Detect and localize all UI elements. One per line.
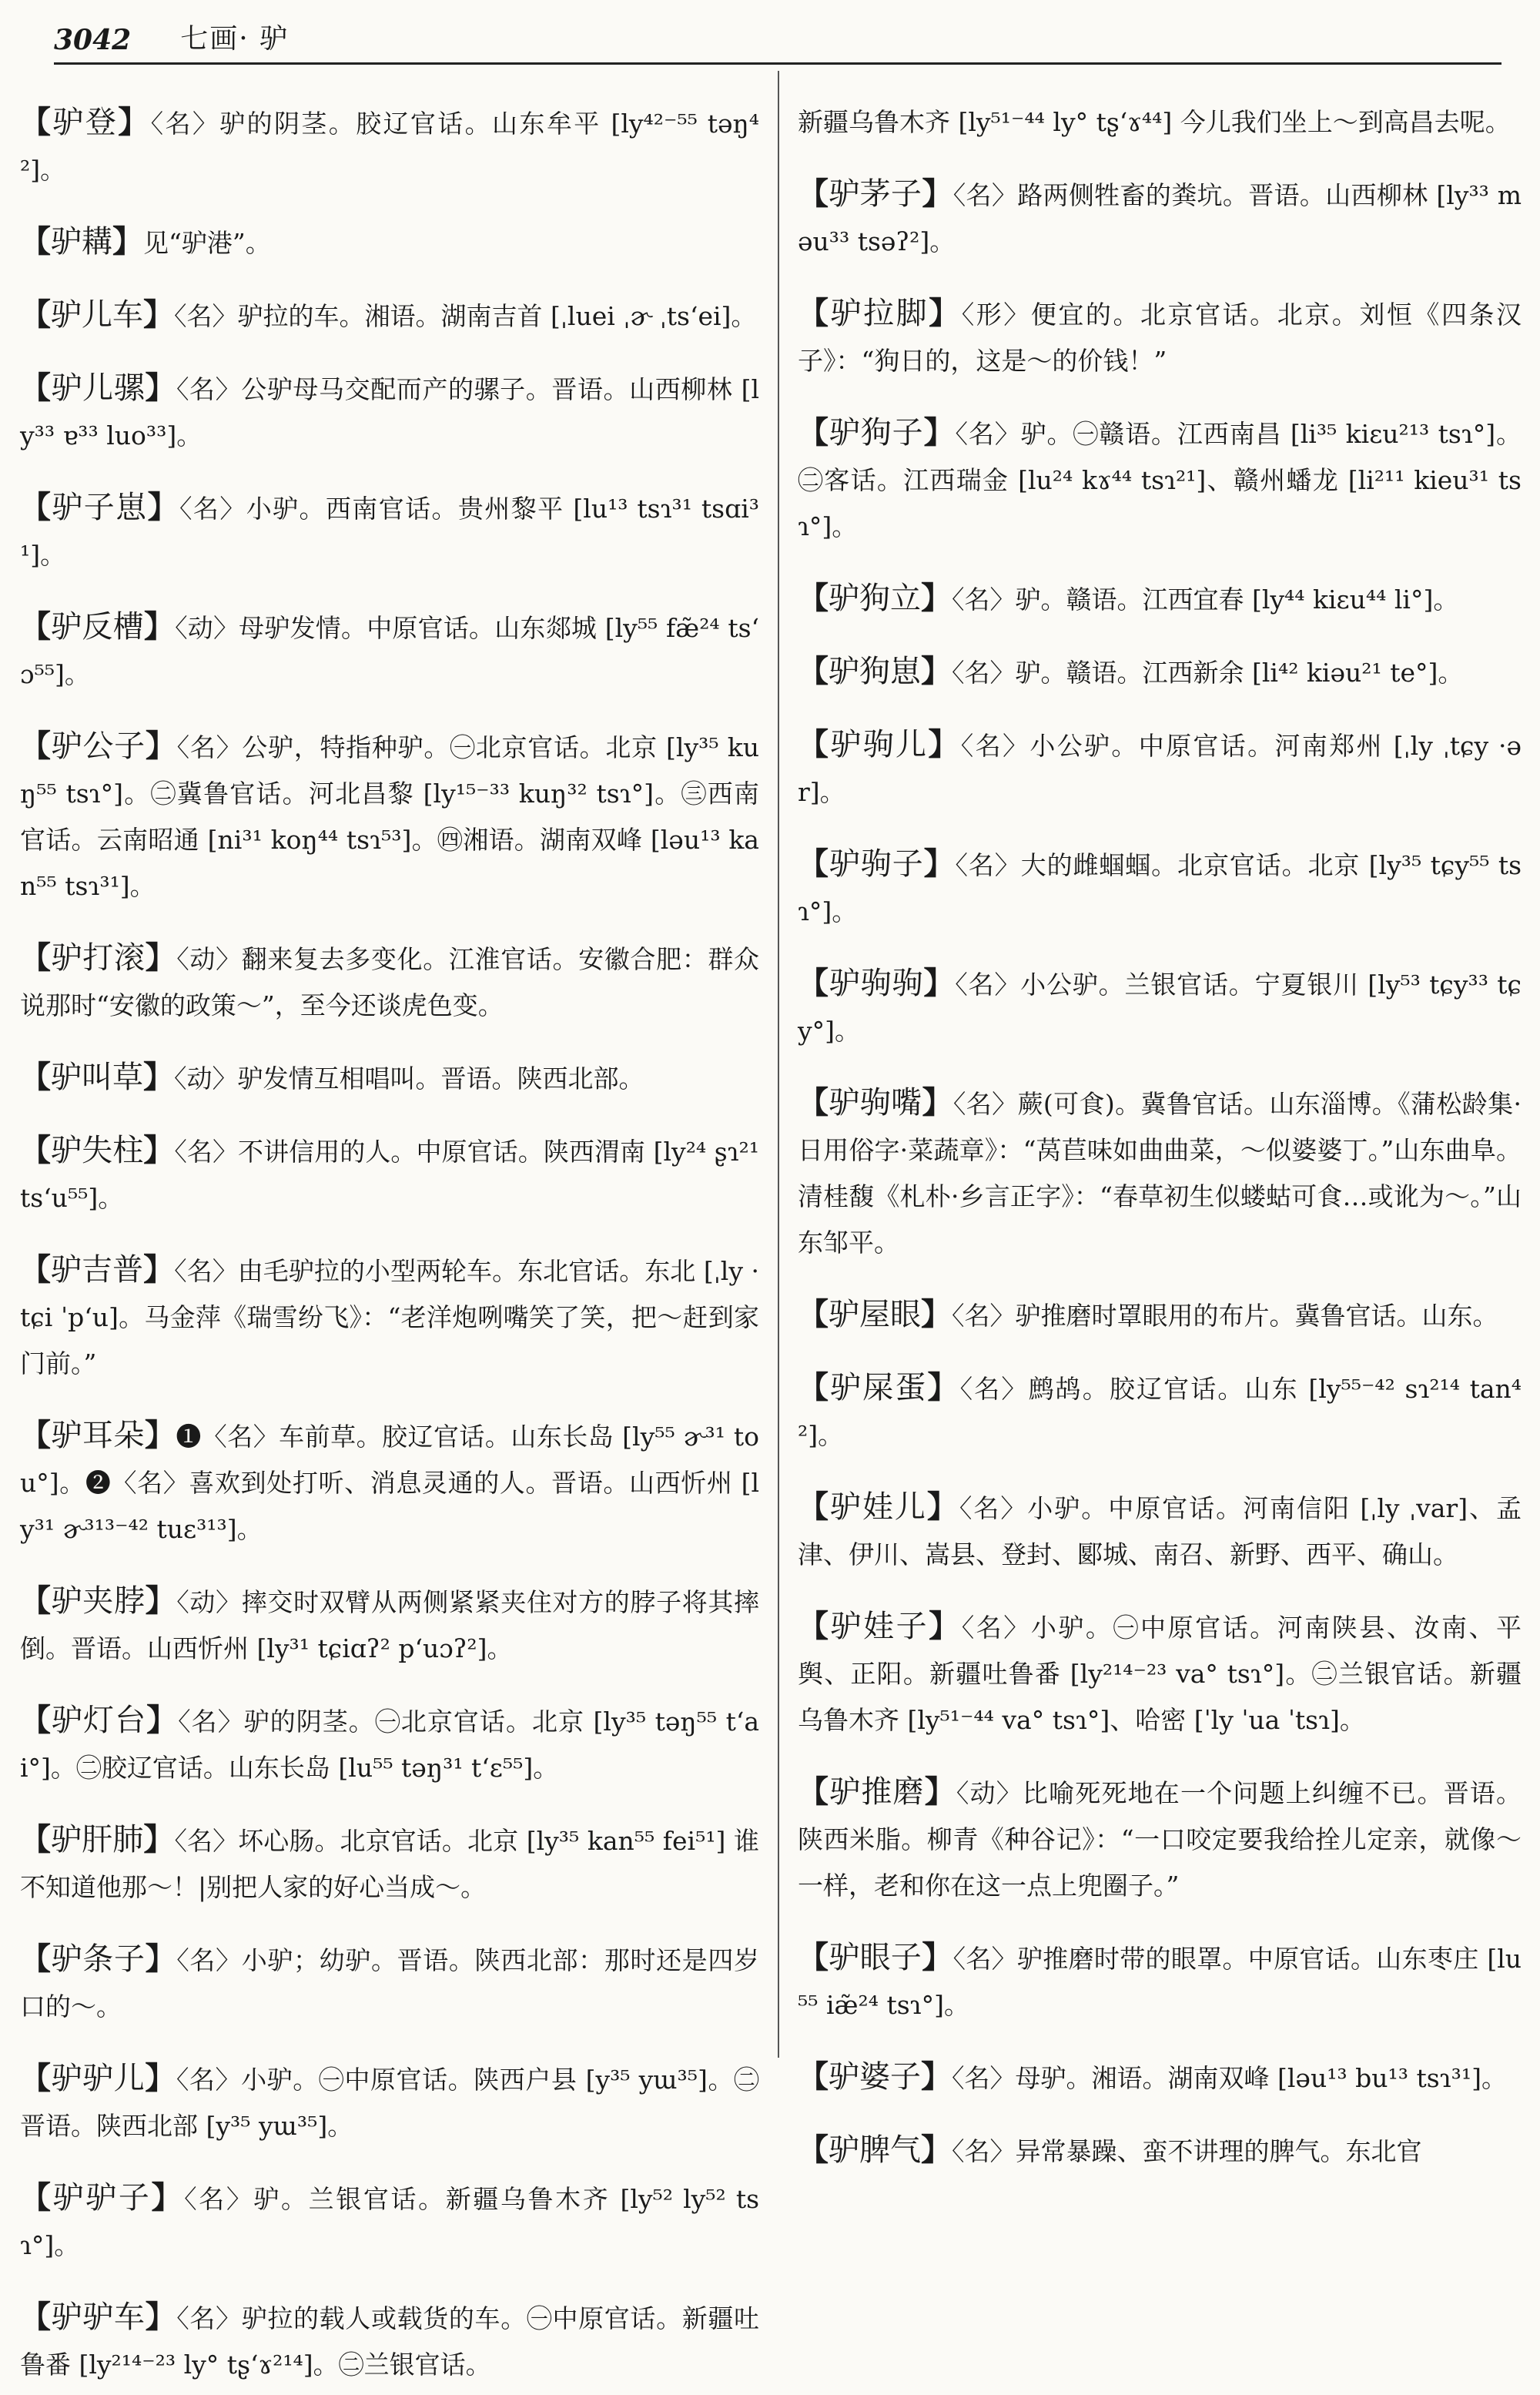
headword-text: 驴驹嘴 bbox=[829, 1085, 922, 1120]
dictionary-entry bbox=[20, 2175, 759, 2269]
column-divider bbox=[778, 71, 779, 2058]
headword-text: 驴驹子 bbox=[829, 846, 924, 882]
dictionary-entry bbox=[20, 219, 759, 266]
headword-text: 驴驴儿 bbox=[51, 2061, 146, 2096]
headword-open-bracket: 【 bbox=[20, 2060, 52, 2096]
headword-close-bracket: 】 bbox=[143, 1251, 175, 1288]
dictionary-entry bbox=[20, 935, 759, 1029]
headword-close-bracket: 】 bbox=[145, 728, 177, 764]
running-title: 七画· 驴 bbox=[180, 23, 290, 55]
entry-definition: 〈动〉驴发情互相唱叫。晋语。陕西北部。 bbox=[174, 1064, 644, 1094]
entry-definition: 〈名〉小驴。㊀中原官话。陕西户县 [y³⁵ yɯ³⁵]。㊁晋语。陕西北部 [y³⁵ yɯ³⁵]。 bbox=[20, 2065, 760, 2141]
headword-close-bracket: 】 bbox=[146, 1702, 179, 1738]
entry-definition: 〈名〉小公驴。兰银官话。宁夏银川 [ly⁵³ tɕy³³ tɕy°]。 bbox=[798, 970, 1522, 1046]
headword-open-bracket: 【 bbox=[798, 1489, 830, 1525]
headword-close-bracket: 】 bbox=[143, 1821, 175, 1857]
entry-definition: 〈名〉小驴。㊀中原官话。河南陕县、汝南、平舆、正阳。新疆吐鲁番 [ly²¹⁴⁻²³ va° tsɿ°]。㊁兰银官话。新疆乌鲁木齐 [ly⁵¹⁻⁴⁴ va° tsɿ°]、哈密 [ˈly ˈua ˈtsɿ]。 bbox=[798, 1613, 1522, 1735]
headword-text: 驴吉普 bbox=[51, 1252, 144, 1288]
headword-open-bracket: 【 bbox=[798, 1939, 829, 1975]
entry-headword bbox=[20, 105, 151, 140]
headword-open-bracket: 【 bbox=[20, 1941, 52, 1977]
entry-definition: 〈名〉路两侧牲畜的粪坑。晋语。山西柳林 [ly³³ məu³³ tsəʔ²]。 bbox=[798, 180, 1522, 256]
entry-headword bbox=[798, 1940, 953, 1975]
headword-open-bracket: 【 bbox=[20, 1251, 52, 1288]
entry-headword bbox=[20, 2300, 176, 2335]
headword-text: 驴耳朵 bbox=[51, 1418, 145, 1453]
entry-headword bbox=[20, 2061, 176, 2096]
entry-headword bbox=[798, 2059, 952, 2095]
dictionary-entry bbox=[798, 841, 1522, 935]
entry-headword bbox=[20, 1252, 174, 1288]
entry-definition: 〈动〉母驴发情。中原官话。山东郯城 [ly⁵⁵ fæ̃²⁴ tsʻɔ⁵⁵]。 bbox=[20, 613, 760, 689]
headword-close-bracket: 】 bbox=[924, 1774, 956, 1810]
headword-text: 驴灯台 bbox=[52, 1703, 147, 1738]
headword-close-bracket: 】 bbox=[928, 726, 961, 762]
entry-definition: 〈动〉摔交时双臂从两侧紧紧夹住对方的脖子将其摔倒。晋语。山西忻州 [ly³¹ tɕiɑʔ² pʻuɔʔ²]。 bbox=[20, 1587, 760, 1663]
headword-open-bracket: 【 bbox=[798, 965, 829, 1001]
headword-text: 驴脾气 bbox=[829, 2132, 921, 2168]
headword-close-bracket: 】 bbox=[922, 1084, 953, 1120]
dictionary-entry bbox=[798, 2054, 1522, 2102]
headword-close-bracket: 】 bbox=[922, 176, 953, 212]
entry-definition: 〈名〉驴。㊀赣语。江西南昌 [li³⁵ kiɛu²¹³ tsɿ°]。㊁客话。江西瑞金 [lu²⁴ kɤ⁴⁴ tsɿ²¹]、赣州蟠龙 [li²¹¹ kieu³¹ tsɿ°]。 bbox=[798, 419, 1522, 541]
headword-open-bracket: 【 bbox=[20, 1059, 51, 1095]
headword-close-bracket: 】 bbox=[921, 2058, 952, 2095]
dictionary-entry bbox=[798, 290, 1522, 384]
entry-definition: 〈动〉比喻死死地在一个问题上纠缠不已。晋语。陕西米脂。柳青《种谷记》：“一口咬定要我给拴儿定亲，就像～一样，老和你在这一点上兜圈子。” bbox=[798, 1778, 1522, 1901]
headword-close-bracket: 】 bbox=[929, 1608, 962, 1644]
headword-close-bracket: 】 bbox=[145, 2060, 176, 2096]
entry-definition: 〈名〉公驴，特指种驴。㊀北京官话。北京 [ly³⁵ kuŋ⁵⁵ tsɿ°]。㊁冀鲁官话。河北昌黎 [ly¹⁵⁻³³ kuŋ³² tsɿ°]。㊂西南官话。云南昭通 [ni³¹ koŋ⁴⁴ tsɿ⁵³]。㊃湘语。湖南双峰 [ləu¹³ kan⁵⁵ tsɿ³¹]。 bbox=[20, 732, 760, 901]
headword-open-bracket: 【 bbox=[20, 608, 52, 645]
entry-headword bbox=[798, 1085, 953, 1120]
dictionary-entry bbox=[798, 575, 1522, 623]
entry-headword bbox=[20, 940, 176, 976]
dictionary-entry bbox=[798, 1769, 1522, 1909]
entry-headword bbox=[20, 729, 177, 764]
headword-text: 驴茅子 bbox=[829, 176, 922, 212]
entry-definition: 〈形〉便宜的。北京官话。北京。刘恒《四条汉子》：“狗日的，这是～的价钱！” bbox=[798, 300, 1522, 376]
dictionary-entry bbox=[20, 99, 759, 193]
dictionary-entry bbox=[20, 1412, 759, 1553]
entry-headword bbox=[798, 1297, 952, 1332]
entry-definition: 〈名〉小驴；幼驴。晋语。陕西北部：那时还是四岁口的～。 bbox=[20, 1945, 760, 2022]
dictionary-entry bbox=[798, 1603, 1522, 1743]
dictionary-entry bbox=[20, 1936, 759, 2030]
dictionary-entry bbox=[798, 960, 1522, 1054]
entry-headword bbox=[798, 1774, 956, 1810]
left-column bbox=[20, 74, 759, 2395]
entry-headword bbox=[798, 415, 955, 451]
headword-text: 驴条子 bbox=[51, 1941, 146, 1977]
entry-definition: 〈名〉驴拉的载人或载货的车。㊀中原官话。新疆吐鲁番 [ly²¹⁴⁻²³ ly° tʂʻɤ²¹⁴]。㊁兰银官话。 bbox=[20, 2303, 760, 2380]
headword-close-bracket: 】 bbox=[929, 295, 962, 331]
headword-open-bracket: 【 bbox=[20, 104, 53, 140]
headword-close-bracket: 】 bbox=[112, 223, 143, 260]
headword-text: 驴登 bbox=[52, 105, 119, 140]
entry-definition: 〈名〉不讲信用的人。中原官话。陕西渭南 [ly²⁴ ʂɿ²¹ tsʻu⁵⁵]。 bbox=[20, 1137, 760, 1213]
entry-definition: 〈动〉翻来复去多变化。江淮官话。安徽合肥：群众说那时“安徽的政策～”，至今还谈虎色变。 bbox=[20, 944, 760, 1020]
dictionary-entry bbox=[20, 1247, 759, 1387]
dictionary-entry bbox=[20, 292, 759, 340]
headword-text: 驴驴车 bbox=[51, 2300, 146, 2335]
headword-text: 驴屋眼 bbox=[829, 1297, 921, 1332]
entry-headword bbox=[20, 609, 175, 645]
headword-close-bracket: 】 bbox=[145, 370, 176, 406]
headword-open-bracket: 【 bbox=[798, 846, 829, 882]
entry-headword bbox=[798, 727, 961, 762]
headword-open-bracket: 【 bbox=[798, 1774, 830, 1810]
headword-text: 驴公子 bbox=[51, 729, 146, 764]
entry-headword bbox=[20, 1941, 176, 1977]
headword-text: 驴驹儿 bbox=[830, 727, 929, 762]
headword-open-bracket: 【 bbox=[798, 414, 829, 451]
dictionary-entry bbox=[798, 648, 1522, 696]
entry-definition: 〈名〉驴。赣语。江西宜春 [ly⁴⁴ kiɛu⁴⁴ li°]。 bbox=[952, 585, 1459, 615]
dictionary-entry bbox=[798, 1291, 1522, 1339]
entry-definition: 〈名〉蕨(可食)。冀鲁官话。山东淄博。《蒲松龄集·日用俗字·菜蔬章》：“莴苣味如曲曲菜，～似婆婆丁。”山东曲阜。清桂馥《札朴·乡言正字》：“春草初生似蝼蛄可食…或讹为～。”山东邹平。 bbox=[798, 1089, 1522, 1258]
entry-headword bbox=[798, 654, 952, 689]
headword-open-bracket: 【 bbox=[798, 726, 831, 762]
entry-headword bbox=[798, 296, 962, 331]
entry-headword bbox=[798, 1370, 960, 1405]
page-header bbox=[54, 11, 1502, 65]
headword-close-bracket: 】 bbox=[143, 608, 176, 645]
headword-open-bracket: 【 bbox=[798, 2132, 829, 2168]
entry-definition: 〈名〉小驴。西南官话。贵州黎平 [lu¹³ tsɿ³¹ tsɑi³¹]。 bbox=[20, 494, 760, 570]
headword-open-bracket: 【 bbox=[20, 1417, 52, 1453]
dictionary-entry bbox=[20, 1127, 759, 1221]
headword-close-bracket: 】 bbox=[145, 1583, 177, 1619]
headword-text: 驴婆子 bbox=[829, 2059, 921, 2095]
headword-close-bracket: 】 bbox=[923, 846, 956, 882]
headword-close-bracket: 】 bbox=[145, 940, 177, 976]
headword-text: 驴狗崽 bbox=[829, 654, 921, 689]
entry-definition: 〈名〉驴。赣语。江西新余 [li⁴² kiəu²¹ te°]。 bbox=[952, 658, 1464, 688]
headword-open-bracket: 【 bbox=[798, 1084, 829, 1120]
headword-open-bracket: 【 bbox=[20, 2299, 52, 2335]
entry-definition: 〈名〉大的雌蝈蝈。北京官话。北京 [ly³⁵ tɕy⁵⁵ tsɿ°]。 bbox=[798, 850, 1522, 926]
headword-open-bracket: 【 bbox=[798, 580, 829, 616]
entry-headword bbox=[798, 846, 956, 882]
entry-headword bbox=[798, 581, 952, 616]
headword-text: 驴眼子 bbox=[829, 1940, 922, 1975]
headword-close-bracket: 】 bbox=[922, 1939, 953, 1975]
headword-text: 驴反槽 bbox=[51, 609, 144, 645]
headword-open-bracket: 【 bbox=[20, 1583, 52, 1619]
headword-open-bracket: 【 bbox=[798, 1608, 831, 1644]
entry-definition: 〈名〉驴拉的车。湘语。湖南吉首 [ˌluei ˌɚ ˌtsʻei]。 bbox=[174, 301, 757, 331]
headword-text: 驴狗子 bbox=[829, 415, 924, 451]
headword-close-bracket: 】 bbox=[144, 1417, 176, 1453]
headword-open-bracket: 【 bbox=[20, 1702, 52, 1738]
entry-definition: 〈名〉驴的阴茎。胶辽官话。山东牟平 [ly⁴²⁻⁵⁵ təŋ⁴²]。 bbox=[20, 109, 760, 185]
headword-text: 驴娃子 bbox=[830, 1609, 929, 1644]
entry-definition: 〈名〉驴推磨时带的眼罩。中原官话。山东枣庄 [lu⁵⁵ iæ̃²⁴ tsɿ°]。 bbox=[798, 1944, 1522, 2020]
headword-open-bracket: 【 bbox=[798, 295, 831, 331]
dictionary-entry bbox=[20, 1578, 759, 1672]
headword-text: 驴驹驹 bbox=[829, 966, 924, 1001]
entry-definition: 见“驴港”。 bbox=[143, 228, 271, 258]
entry-headword bbox=[798, 1609, 962, 1644]
headword-close-bracket: 】 bbox=[143, 1132, 175, 1168]
entry-headword bbox=[20, 2180, 184, 2216]
entry-definition: 〈名〉母驴。湘语。湖南双峰 [ləu¹³ bu¹³ tsɿ³¹]。 bbox=[952, 2063, 1507, 2093]
entry-definition: 〈名〉小驴。中原官话。河南信阳 [ˌly ˌvar]、孟津、伊川、嵩县、登封、郾城、南召、新野、西平、确山。 bbox=[798, 1493, 1522, 1569]
entry-headword bbox=[20, 1703, 178, 1738]
headword-close-bracket: 】 bbox=[921, 1296, 952, 1332]
headword-open-bracket: 【 bbox=[798, 2058, 829, 2095]
headword-close-bracket: 】 bbox=[923, 414, 956, 451]
entry-headword bbox=[798, 2132, 952, 2168]
dictionary-entry bbox=[798, 722, 1522, 816]
dictionary-entry bbox=[20, 723, 759, 909]
dictionary-entry bbox=[20, 1054, 759, 1102]
dictionary-entry bbox=[20, 484, 759, 578]
headword-open-bracket: 【 bbox=[798, 176, 829, 212]
headword-text: 驴拉脚 bbox=[830, 296, 929, 331]
dictionary-entry bbox=[798, 1365, 1522, 1459]
dictionary-entry bbox=[20, 2294, 759, 2388]
entry-headword bbox=[20, 1583, 176, 1619]
entry-definition: ❶〈名〉车前草。胶辽官话。山东长岛 [ly⁵⁵ ɚ³¹ tou°]。❷〈名〉喜欢到处打听、消息灵通的人。晋语。山西忻州 [ly³¹ ɚ³¹³⁻⁴² tuɛ³¹³]。 bbox=[20, 1422, 760, 1544]
entry-definition: 〈名〉公驴母马交配而产的骡子。晋语。山西柳林 [ly³³ ɐ³³ luo³³]。 bbox=[20, 374, 760, 451]
entry-headword bbox=[20, 490, 179, 525]
dictionary-entry bbox=[798, 1080, 1522, 1266]
headword-open-bracket: 【 bbox=[798, 1369, 831, 1405]
headword-open-bracket: 【 bbox=[20, 489, 52, 525]
dictionary-entry bbox=[798, 99, 1522, 146]
dictionary-entry bbox=[20, 2055, 759, 2149]
headword-text: 驴叫草 bbox=[51, 1060, 143, 1095]
headword-close-bracket: 】 bbox=[151, 2179, 185, 2216]
headword-text: 驴子崽 bbox=[52, 490, 148, 525]
page-number: 3042 bbox=[54, 24, 132, 56]
dictionary-entry bbox=[798, 2127, 1522, 2175]
entry-definition: 〈名〉异常暴躁、蛮不讲理的脾气。东北官 bbox=[952, 2136, 1422, 2166]
entry-headword bbox=[20, 1060, 174, 1095]
headword-text: 驴驴子 bbox=[52, 2180, 152, 2216]
dictionary-entry bbox=[20, 1817, 759, 1911]
headword-text: 驴打滚 bbox=[51, 940, 146, 976]
dictionary-entry bbox=[798, 1934, 1522, 2028]
headword-text: 驴儿骡 bbox=[51, 370, 146, 406]
headword-text: 驴肝肺 bbox=[51, 1822, 144, 1857]
headword-close-bracket: 】 bbox=[145, 2299, 177, 2335]
headword-open-bracket: 【 bbox=[798, 1296, 829, 1332]
entry-headword bbox=[798, 1489, 959, 1525]
headword-close-bracket: 】 bbox=[927, 1369, 960, 1405]
headword-close-bracket: 】 bbox=[118, 104, 151, 140]
headword-open-bracket: 【 bbox=[20, 296, 51, 333]
headword-close-bracket: 】 bbox=[926, 1489, 959, 1525]
headword-open-bracket: 【 bbox=[20, 1821, 52, 1857]
entry-definition: 〈名〉坏心肠。北京官话。北京 [ly³⁵ kan⁵⁵ fei⁵¹] 谁不知道他那～！|别把人家的好心当成～。 bbox=[20, 1826, 760, 1902]
entry-headword bbox=[20, 297, 174, 333]
headword-close-bracket: 】 bbox=[923, 965, 956, 1001]
headword-open-bracket: 【 bbox=[20, 223, 51, 260]
entry-definition: 〈名〉驴。兰银官话。新疆乌鲁木齐 [ly⁵² ly⁵² tsɿ°]。 bbox=[20, 2184, 760, 2260]
entry-definition: 〈名〉由毛驴拉的小型两轮车。东北官话。东北 [ˌly ·tɕi ˈpʻu]。马金萍《瑞雪纷飞》：“老洋炮咧嘴笑了笑，把～赶到家门前。” bbox=[20, 1256, 759, 1378]
headword-close-bracket: 】 bbox=[921, 2132, 952, 2168]
headword-text: 驴狗立 bbox=[829, 581, 921, 616]
entry-definition: 〈名〉驴推磨时罩眼用的布片。冀鲁官话。山东。 bbox=[952, 1301, 1498, 1331]
headword-text: 驴失柱 bbox=[51, 1133, 144, 1168]
dictionary-entry bbox=[20, 365, 759, 459]
headword-text: 驴儿车 bbox=[51, 297, 143, 333]
headword-open-bracket: 【 bbox=[20, 1132, 52, 1168]
entry-headword bbox=[20, 370, 176, 406]
headword-text: 驴耩 bbox=[51, 224, 112, 260]
headword-close-bracket: 】 bbox=[921, 653, 952, 689]
entry-definition: 新疆乌鲁木齐 [ly⁵¹⁻⁴⁴ ly° tʂʻɤ⁴⁴] 今儿我们坐上～到高昌去呢。 bbox=[798, 107, 1511, 137]
entry-definition: 〈名〉驴的阴茎。㊀北京官话。北京 [ly³⁵ təŋ⁵⁵ tʻai°]。㊁胶辽官话。山东长岛 [lu⁵⁵ təŋ³¹ tʻɛ⁵⁵]。 bbox=[20, 1707, 760, 1783]
entry-headword bbox=[798, 176, 953, 212]
dictionary-entry bbox=[20, 1697, 759, 1791]
headword-open-bracket: 【 bbox=[20, 2179, 53, 2216]
dictionary-entry bbox=[20, 604, 759, 698]
dictionary-entry bbox=[798, 1484, 1522, 1578]
entry-headword bbox=[20, 1133, 174, 1168]
headword-close-bracket: 】 bbox=[921, 580, 952, 616]
dictionary-entry bbox=[798, 410, 1522, 550]
entry-definition: 〈名〉小公驴。中原官话。河南郑州 [ˌly ˌtɕy ·ər]。 bbox=[798, 731, 1522, 807]
dictionary-entry bbox=[798, 171, 1522, 265]
headword-open-bracket: 【 bbox=[20, 728, 52, 764]
headword-text: 驴娃儿 bbox=[829, 1489, 927, 1525]
headword-close-bracket: 】 bbox=[145, 1941, 177, 1977]
right-column bbox=[798, 74, 1522, 2182]
headword-close-bracket: 】 bbox=[147, 489, 180, 525]
headword-open-bracket: 【 bbox=[20, 370, 52, 406]
entry-headword bbox=[20, 224, 143, 260]
entry-definition: 〈名〉鹧鸪。胶辽官话。山东 [ly⁵⁵⁻⁴² sɿ²¹⁴ tan⁴²]。 bbox=[798, 1374, 1522, 1450]
headword-open-bracket: 【 bbox=[20, 940, 52, 976]
entry-headword bbox=[20, 1418, 176, 1453]
headword-text: 驴屎蛋 bbox=[830, 1370, 928, 1405]
headword-close-bracket: 】 bbox=[143, 1059, 174, 1095]
headword-close-bracket: 】 bbox=[143, 296, 174, 333]
entry-headword bbox=[20, 1822, 174, 1857]
headword-open-bracket: 【 bbox=[798, 653, 829, 689]
headword-text: 驴推磨 bbox=[829, 1774, 925, 1810]
entry-headword bbox=[798, 966, 955, 1001]
headword-text: 驴夹脖 bbox=[51, 1583, 146, 1619]
